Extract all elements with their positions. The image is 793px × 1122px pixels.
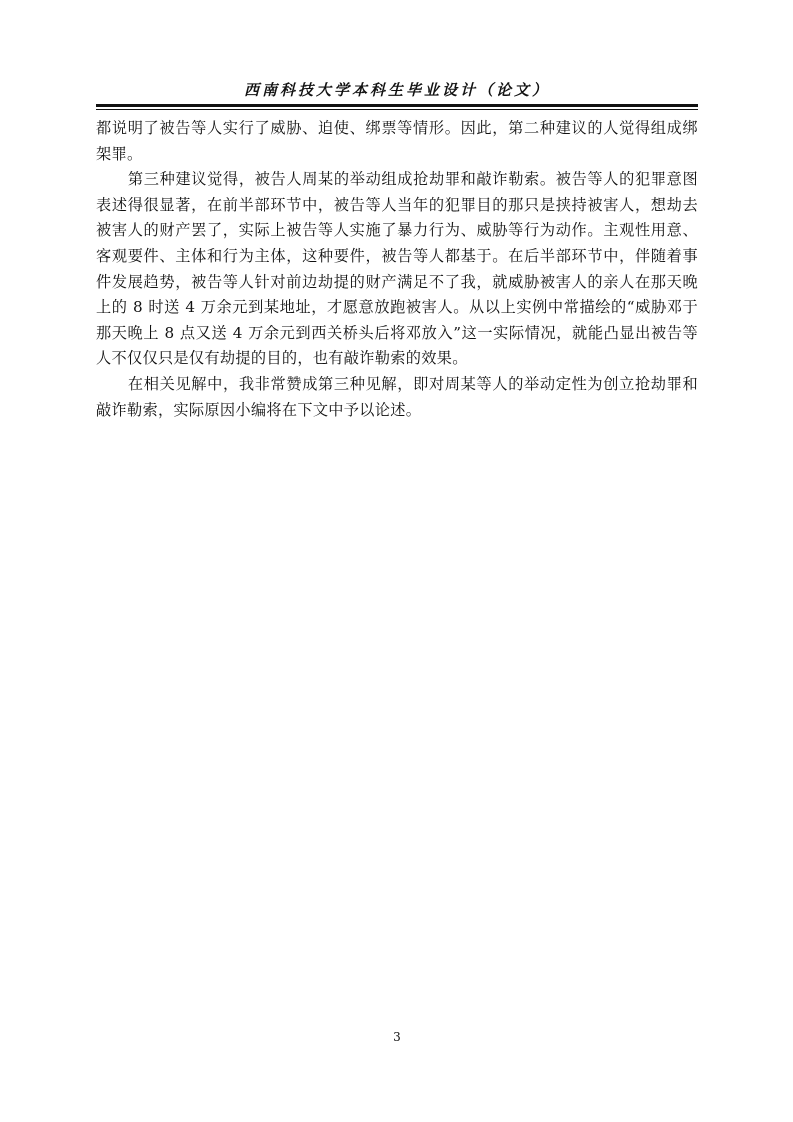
paragraph-continued: 都说明了被告等人实行了威胁、迫使、绑票等情形。因此，第二种建议的人觉得组成绑架罪。	[96, 119, 698, 163]
paragraph-author-opinion: 在相关见解中，我非常赞成第三种见解，即对周某等人的举动定性为创立抢劫罪和敲诈勒索，实际原因小编将在下文中予以论述。	[96, 374, 698, 419]
paragraph-third-view: 第三种建议觉得，被告人周某的举动组成抢劫罪和敲诈勒索。被告等人的犯罪意图表述得很显著，在前半部环节中，被告等人当年的犯罪目的那只是挟持被害人，想劫去被害人的财产罢了，实际上被告等人实施了暴力行为、威胁等行为动作。主观性用意、客观要件、主体和行为主体，这种要件，被告等人都基于。在后半部环节中，伴随着事件发展趋势，被告等人针对前边劫提的财产满足不了我，就威胁被害人的亲人在那天晚上的 8 时送 4 万余元到某地址，才愿意放跑被害人。从以上实例中常描绘的“威胁邓于那天晚上 8 点又送 4 万余元到西关桥头后将邓放入”这一实际情况，就能凸显出被告等人不仅仅只是仅有劫提的目的，也有敲诈勒索的效果。	[96, 170, 698, 368]
running-header-title: 西南科技大学本科生毕业设计（论文）	[243, 81, 550, 99]
body-text	[96, 116, 698, 423]
header-rule-thick	[96, 104, 698, 107]
page-number: 3	[393, 1030, 401, 1044]
header-rule-thin	[96, 109, 698, 110]
